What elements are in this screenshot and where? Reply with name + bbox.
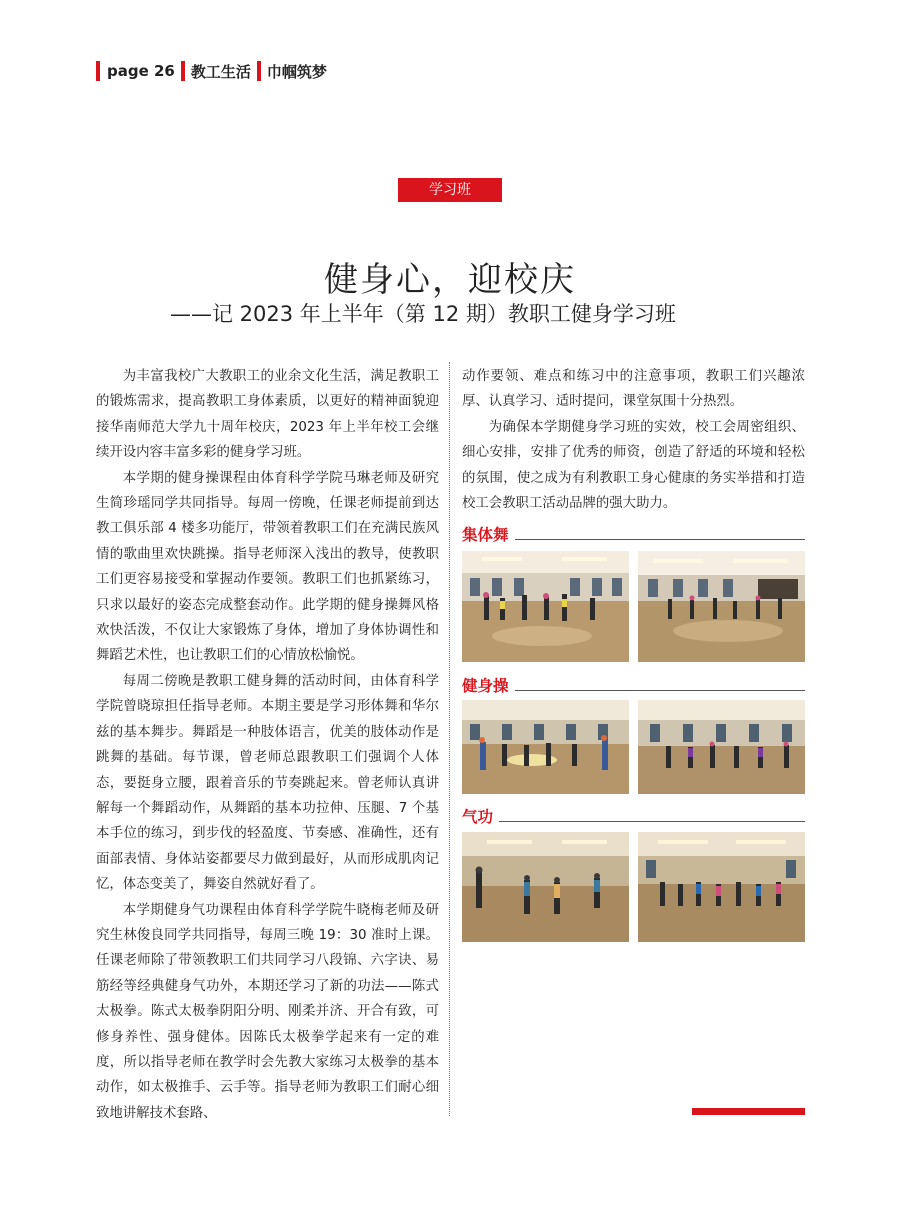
paragraph: 每周二傍晚是教职工健身舞的活动时间，由体育科学学院曾晓琼担任指导老师。本期主要是学习形体舞和华尔兹的基本舞步。舞蹈是一种肢体语言，优美的肢体动作是跳舞的基础。每节课，曾老师总跟教职工们强调个人体态，要挺身立腰，跟着音乐的节奏跳起来。曾老师认真讲解每一个舞蹈动作，从舞蹈的基本功拉伸、压腿、7 个基本手位的练习，到步伐的轻盈度、节奏感、准确性，还有面部表情、身体站姿都要尽力做到最好，从而形成肌肉记忆，体态变美了，舞姿自然就好看了。	[96, 673, 439, 893]
hall-photo-image	[638, 832, 805, 942]
right-column	[462, 364, 805, 516]
hall-photo-image	[462, 700, 629, 794]
footer-accent-bar	[692, 1108, 805, 1115]
hall-photo-image	[638, 700, 805, 794]
article-title: 健身心，迎校庆	[324, 260, 576, 300]
qigong-photo-1	[462, 832, 629, 942]
hall-photo-image	[462, 832, 629, 942]
aerobics-photo-2	[638, 700, 805, 794]
dance-photo-1	[462, 551, 629, 662]
section-heading-qigong	[462, 807, 805, 829]
left-column	[96, 364, 439, 1126]
qigong-photo-2	[638, 832, 805, 942]
section-label: 气功	[462, 807, 499, 827]
section-heading-aerobics	[462, 676, 805, 698]
article-subtitle: ——记 2023 年上半年（第 12 期）教职工健身学习班	[170, 302, 676, 326]
header-separator	[181, 61, 185, 81]
section-label: 集体舞	[462, 525, 515, 545]
section-heading-dance	[462, 525, 805, 547]
paragraph: 动作要领、难点和练习中的注意事项，教职工们兴趣浓厚、认真学习、适时提问，课堂氛围十分热烈。	[462, 369, 805, 410]
paragraph: 为确保本学期健身学习班的实效，校工会周密组织、细心安排，安排了优秀的师资，创造了舒适的环境和轻松的氛围，使之成为有利教职工身心健康的务实举措和打造校工会教职工活动品牌的强大助力。	[462, 419, 805, 512]
header-section: 教工生活	[190, 62, 251, 81]
paragraph: 本学期的健身操课程由体育科学学院马琳老师及研究生简珍瑶同学共同指导。每周一傍晚，任课老师提前到达教工俱乐部 4 楼多功能厅，带领着教职工们在充满民族风情的歌曲里欢快跳操。指导老师深入浅出的教导，使教职工们更容易接受和掌握动作要领。教职工们也抓紧练习，只求以最好的姿态完成整套动作。此学期的健身操舞风格欢快活泼，不仅让大家锻炼了身体，增加了身体协调性和舞蹈艺术性，也让教职工们的心情放松愉悦。	[96, 470, 439, 664]
aerobics-photo-1	[462, 700, 629, 794]
section-rule	[462, 821, 805, 822]
column-divider	[449, 362, 450, 1116]
dance-photo-2	[638, 551, 805, 662]
section-label: 健身操	[462, 676, 515, 696]
header-accent-bar	[96, 61, 100, 81]
header-column: 巾帼筑梦	[266, 62, 327, 81]
hall-photo-image	[462, 551, 629, 662]
header-separator	[257, 61, 261, 81]
paragraph: 为丰富我校广大教职工的业余文化生活，满足教职工的锻炼需求，提高教职工身体素质，以更好的精神面貌迎接华南师范大学九十周年校庆，2023 年上半年校工会继续开设内容丰富多彩的健身学习班。	[96, 369, 439, 461]
category-tag: 学习班	[398, 178, 502, 202]
page-number: page 26	[107, 62, 175, 80]
paragraph: 本学期健身气功课程由体育科学学院牛晓梅老师及研究生林俊良同学共同指导，每周三晚 19：30 准时上课。任课老师除了带领教职工们共同学习八段锦、六字诀、易筋经等经典健身气功外，本期还学习了新的功法——陈式太极拳。陈式太极拳阴阳分明、刚柔并济、开合有致，可修身养性、强身健体。因陈氏太极拳学起来有一定的难度，所以指导老师在教学时会先教大家练习太极拳的基本动作，如太极推手、云手等。指导老师为教职工们耐心细致地讲解技术套路、	[96, 902, 439, 1121]
hall-photo-image	[638, 551, 805, 662]
page-header	[96, 60, 327, 82]
